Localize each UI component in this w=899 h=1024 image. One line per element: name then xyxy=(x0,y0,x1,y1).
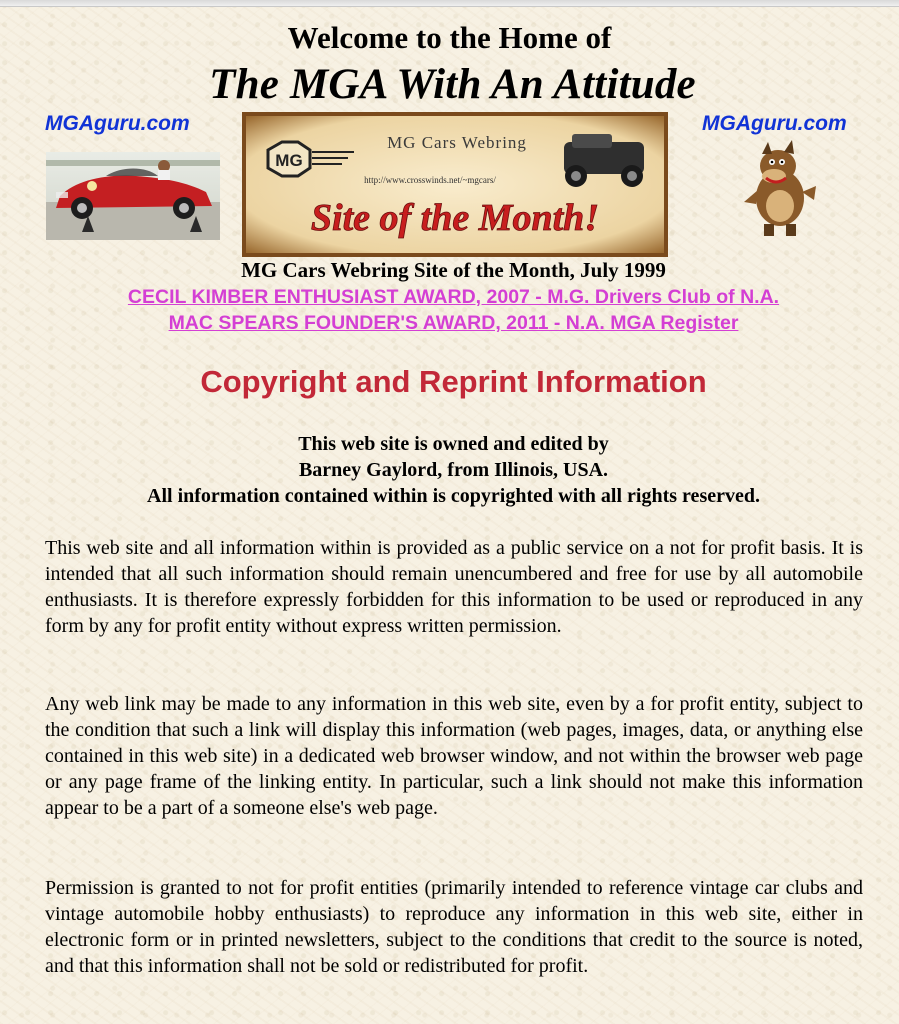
ownership-line: All information contained within is copyrighted with all rights reserved. xyxy=(147,485,760,507)
webring-banner[interactable] xyxy=(242,112,668,257)
page-heading: Copyright and Reprint Information xyxy=(200,364,707,399)
browser-top-edge xyxy=(0,0,899,7)
ownership-statement xyxy=(0,431,899,509)
banner-tagline: Site of the Month! xyxy=(310,197,600,239)
red-mga-car-photo xyxy=(46,152,220,240)
webring-award-line: MG Cars Webring Site of the Month, July 1999 xyxy=(241,258,666,282)
paragraph-public-service: This web site and all information within is provided as a public service on a not for profit basis. It is intended that all such information should remain unencumbered and free for use by all automobile enthusiasts. It is therefore expressly forbidden for this information to be used or reproduced in any form by any for profit entity without express written permission. xyxy=(45,537,863,637)
paragraph-reprint-permission: Permission is granted to not for profit entities (primarily intended to reference vintage car clubs and vintage automobile hobby enthusiasts) to reproduce any information in this web site, either in electronic form or in printed newsletters, subject to the conditions that credit to the source is noted, and that this information shall not be sold or redistributed for profit. xyxy=(45,877,863,977)
ownership-line: Barney Gaylord, from Illinois, USA. xyxy=(298,459,609,481)
welcome-heading: Welcome to the Home of xyxy=(287,20,612,55)
cecil-kimber-award-link[interactable]: CECIL KIMBER ENTHUSIAST AWARD, 2007 - M.G. Drivers Club of N.A. xyxy=(127,286,780,308)
ownership-line: This web site is owned and edited by xyxy=(298,433,609,455)
paragraph-web-links: Any web link may be made to any information in this web site, even by a for profit entity, subject to the condition that such a link will display this information (web pages, images, data, or anything else contained in this web site) in a dedicated web browser window, and not within the browser web page or any page frame of the linking entity. In particular, such a link should not make this information appear to be a part of a someone else's web page. xyxy=(45,693,863,819)
mac-spears-award-link[interactable]: MAC SPEARS FOUNDER'S AWARD, 2011 - N.A. MGA Register xyxy=(168,312,739,334)
site-of-the-month-banner-image xyxy=(242,112,668,257)
site-title: The MGA With An Attitude xyxy=(209,61,696,108)
banner-ring-name: MG Cars Webring xyxy=(387,133,527,152)
mgaguru-link-left[interactable]: MGAguru.com xyxy=(45,112,190,135)
taz-cartoon-image xyxy=(740,140,820,240)
banner-url: http://www.crosswinds.net/~mgcars/ xyxy=(364,175,496,185)
svg-text:MG: MG xyxy=(275,151,303,170)
mgaguru-link-right[interactable]: MGAguru.com xyxy=(702,112,847,135)
